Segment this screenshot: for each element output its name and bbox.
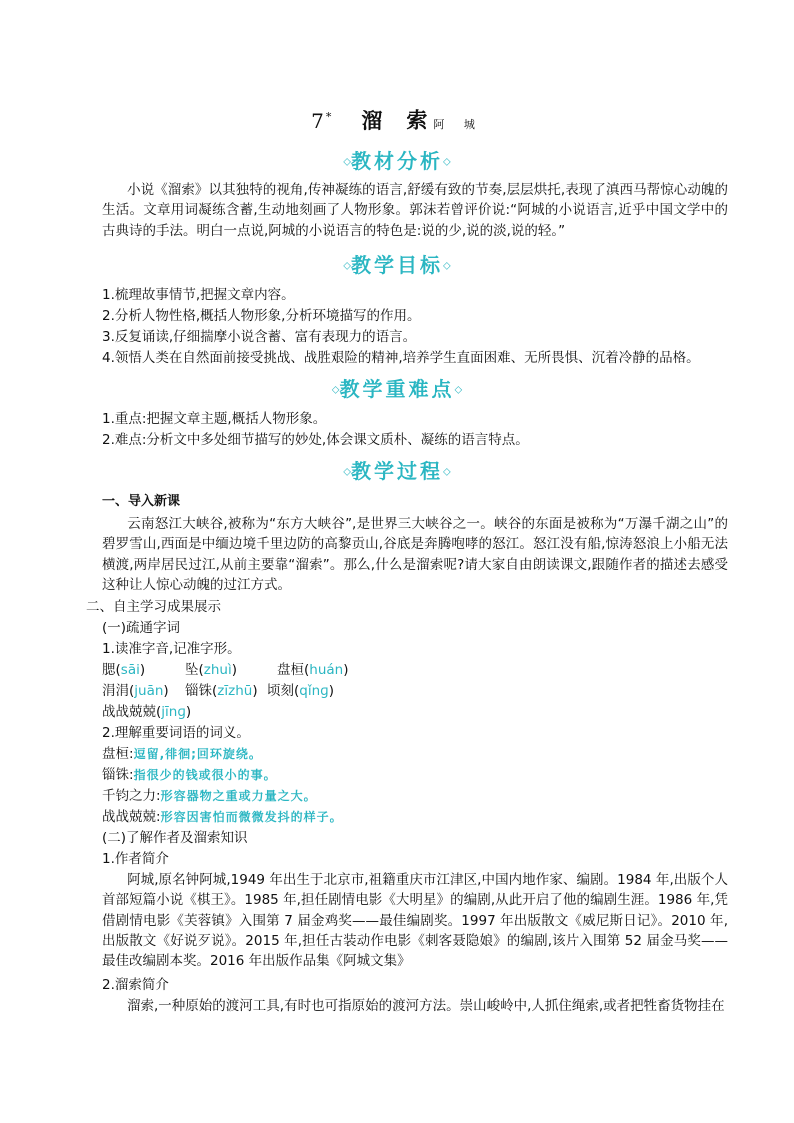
pron-item: 涓涓(juān) xyxy=(102,683,169,699)
pron-item: 顷刻(qǐnɡ) xyxy=(267,683,335,699)
definition-row: 战战兢兢:形容因害怕而微微发抖的样子。 xyxy=(102,809,343,825)
diamond-icon: ◇ xyxy=(443,466,451,478)
diamond-icon: ◇ xyxy=(331,384,340,396)
title-char-1: 溜 xyxy=(361,107,385,133)
diamond-icon: ◇ xyxy=(443,260,451,272)
diamond-icon: ◇ xyxy=(343,466,351,478)
definition-text: 逗留,徘徊;回环旋绕。 xyxy=(133,747,262,761)
section-heading-process: ◇教学过程◇ xyxy=(343,459,451,483)
goal-item: 2.分析人物性格,概括人物形象,分析环境描写的作用。 xyxy=(102,308,421,324)
definition-text: 指很少的钱或很小的事。 xyxy=(133,768,277,782)
definition-row: 盘桓:逗留,徘徊;回环旋绕。 xyxy=(102,746,262,762)
goal-item: 4.领悟人类在自然面前接受挑战、战胜艰险的精神,培养学生直面困难、无所畏惧、沉着冷静的品格。 xyxy=(102,350,700,366)
section-heading-analysis: ◇教材分析◇ xyxy=(343,149,451,173)
subsection-1-heading: (一)疏通字词 xyxy=(102,620,181,636)
section-heading-goals: ◇教学目标◇ xyxy=(343,253,451,277)
part1-heading: 一、导入新课 xyxy=(102,494,181,509)
suosuo-intro-heading: 2.溜索简介 xyxy=(102,977,169,993)
pron-item: 盘桓(huán) xyxy=(277,662,349,678)
diamond-icon: ◇ xyxy=(343,260,351,272)
title-char-2: 索 xyxy=(406,107,430,133)
definition-row: 锱铢:指很少的钱或很小的事。 xyxy=(102,767,277,783)
definition-text: 形容因害怕而微微发抖的样子。 xyxy=(160,810,343,824)
author-intro-paragraph: 阿城,原名钟阿城,1949 年出生于北京市,祖籍重庆市江津区,中国内地作家、编剧。1984 年,出版个人首部短篇小说《棋王》。1985 年,担任剧情电影《大明星》的编剧,从此开启了他的编剧生涯。1986 年,凭借剧情电影《芙蓉镇》入围第 7 届金鸡奖——最佳编剧奖。1997 年出版散文《威尼斯日记》。2010 年,出版散文《好说歹说》。2015 年,担任古装动作电影《刺客聂隐娘》的编剧,该片入围第 52 届金马奖——最佳改编剧本奖。2016 年出版作品集《阿城文集》 xyxy=(102,872,728,970)
item-1-heading: 1.读准字音,记准字形。 xyxy=(102,641,241,657)
lesson-title xyxy=(0,104,794,138)
item-2-heading: 2.理解重要词语的词义。 xyxy=(102,725,250,741)
suosuo-intro-paragraph: 溜索,一种原始的渡河工具,有时也可指原始的渡河方法。崇山峻岭中,人抓住绳索,或者把牲畜货物挂在 xyxy=(127,998,725,1014)
pronunciation-row-1 xyxy=(102,660,728,680)
pronunciation-row-2 xyxy=(102,681,728,701)
goal-item: 3.反复诵读,仔细揣摩小说含蓄、富有表现力的语言。 xyxy=(102,329,417,345)
pron-item: 坠(zhuì) xyxy=(185,662,238,678)
definition-text: 形容器物之重或力量之大。 xyxy=(160,789,317,803)
analysis-paragraph: 小说《溜索》以其独特的视角,传神凝练的语言,舒缓有致的节奏,层层烘托,表现了滇西马帮惊心动魄的生活。文章用词凝练含蓄,生动地刻画了人物形象。郭沫若曾评价说:“阿城的小说语言,近乎中国文学中的古典诗的手法。明白一点说,阿城的小说语言的特色是:说的少,说的淡,说的轻。” xyxy=(102,182,728,239)
diamond-icon: ◇ xyxy=(443,156,451,168)
pron-item: 锱铢(zīzhū) xyxy=(185,683,258,699)
part2-heading: 二、自主学习成果展示 xyxy=(86,599,221,615)
diamond-icon: ◇ xyxy=(343,156,351,168)
diamond-icon: ◇ xyxy=(454,384,463,396)
goal-item: 1.梳理故事情节,把握文章内容。 xyxy=(102,287,295,303)
lesson-number: 7* xyxy=(311,108,334,133)
section-heading-keypoints: ◇教学重难点◇ xyxy=(331,377,463,401)
pronunciation-row-3 xyxy=(102,702,728,722)
pron-item: 战战兢兢(jīnɡ) xyxy=(102,704,192,720)
author-name: 阿 城 xyxy=(433,117,483,131)
pron-item: 腮(sāi) xyxy=(102,662,146,678)
author-intro-heading: 1.作者简介 xyxy=(102,851,169,867)
definition-row: 千钧之力:形容器物之重或力量之大。 xyxy=(102,788,317,804)
keypoint-item: 2.难点:分析文中多处细节描写的妙处,体会课文质朴、凝练的语言特点。 xyxy=(102,432,529,448)
subsection-2-heading: (二)了解作者及溜索知识 xyxy=(102,830,248,846)
intro-paragraph: 云南怒江大峡谷,被称为“东方大峡谷”,是世界三大峡谷之一。峡谷的东面是被称为“万瀑千湖之山”的碧罗雪山,西面是中缅边境千里边防的高黎贡山,谷底是奔腾咆哮的怒江。怒江没有船,惊涛怒浪上小船无法横渡,两岸居民过江,从前主要靠“溜索”。那么,什么是溜索呢?请大家自由朗读课文,跟随作者的描述去感受这种让人惊心动魄的过江方式。 xyxy=(102,516,728,593)
keypoint-item: 1.重点:把握文章主题,概括人物形象。 xyxy=(102,411,327,427)
